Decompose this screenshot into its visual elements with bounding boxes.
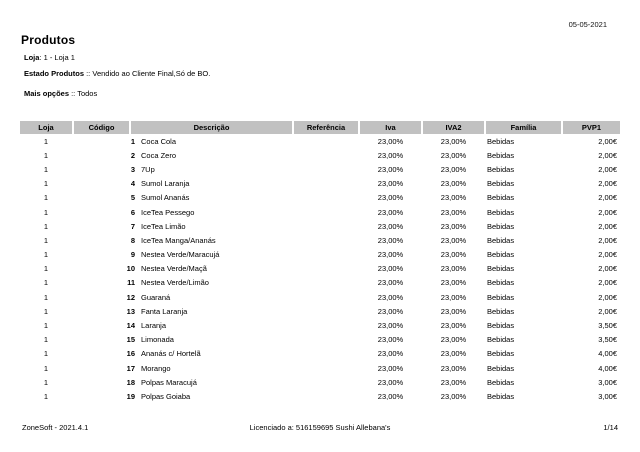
filter-estado-label: Estado Produtos [24,69,85,78]
filter-opcoes-label: Mais opções [24,89,70,98]
table-row [20,205,620,219]
cell-pvp1: 2,00€ [598,193,617,203]
cell-pvp1: 2,00€ [598,264,617,274]
filter-loja [24,53,75,62]
cell-iva: 23,00% [377,193,404,203]
cell-iva: 23,00% [377,292,404,302]
cell-iva2: 23,00% [440,164,467,174]
cell-familia: Bebidas [487,335,515,345]
cell-iva2: 23,00% [440,136,467,146]
cell-iva: 23,00% [377,349,404,359]
cell-descricao: IceTea Limão [141,221,186,231]
cell-familia: Bebidas [487,349,515,359]
cell-descricao: Polpas Maracujá [141,377,197,387]
cell-descricao: Morango [141,363,171,373]
cell-codigo: 7 [130,221,135,231]
cell-descricao: Sumol Laranja [141,179,190,189]
cell-pvp1: 2,00€ [598,292,617,302]
cell-iva: 23,00% [377,221,404,231]
cell-familia: Bebidas [487,292,515,302]
cell-pvp1: 2,00€ [598,306,617,316]
cell-iva2: 23,00% [440,377,467,387]
cell-iva2: 23,00% [440,321,467,331]
cell-iva: 23,00% [377,321,404,331]
cell-codigo: 15 [126,335,135,345]
cell-descricao: Nestea Verde/Limão [141,278,209,288]
cell-iva2: 23,00% [440,335,467,345]
cell-pvp1: 2,00€ [598,235,617,245]
cell-loja: 1 [43,221,49,231]
table-row [20,148,620,162]
cell-pvp1: 2,00€ [598,179,617,189]
cell-codigo: 16 [126,349,135,359]
cell-descricao: Polpas Goiaba [141,391,191,401]
cell-pvp1: 2,00€ [598,250,617,260]
column-header-iva: Iva [360,121,421,134]
cell-iva: 23,00% [377,150,404,160]
column-header-descricao: Descrição [131,121,292,134]
cell-codigo: 19 [126,391,135,401]
cell-codigo: 12 [126,292,135,302]
cell-codigo: 5 [130,193,135,203]
table-row [20,290,620,304]
cell-familia: Bebidas [487,150,515,160]
cell-iva2: 23,00% [440,391,467,401]
cell-loja: 1 [43,278,49,288]
filter-loja-label: Loja [24,53,40,62]
cell-iva2: 23,00% [440,264,467,274]
cell-loja: 1 [43,335,49,345]
cell-codigo: 9 [130,250,135,260]
cell-familia: Bebidas [487,179,515,189]
cell-descricao: 7Up [141,164,155,174]
cell-loja: 1 [43,363,49,373]
table-header [20,121,620,134]
cell-loja: 1 [43,179,49,189]
cell-pvp1: 2,00€ [598,136,617,146]
cell-codigo: 6 [130,207,135,217]
cell-iva2: 23,00% [440,363,467,373]
cell-pvp1: 2,00€ [598,207,617,217]
cell-codigo: 2 [130,150,135,160]
cell-descricao: Sumol Ananás [141,193,190,203]
table-row [20,276,620,290]
table-row [20,248,620,262]
filter-estado-separator: :: [84,69,93,78]
cell-iva: 23,00% [377,306,404,316]
cell-iva2: 23,00% [440,292,467,302]
cell-familia: Bebidas [487,278,515,288]
filter-opcoes-separator: :: [69,89,78,98]
table-row [20,318,620,332]
cell-pvp1: 3,50€ [598,321,617,331]
filter-loja-value: 1 - Loja 1 [43,53,75,62]
cell-pvp1: 3,50€ [598,335,617,345]
cell-iva2: 23,00% [440,278,467,288]
cell-familia: Bebidas [487,221,515,231]
cell-familia: Bebidas [487,391,515,401]
table-row [20,177,620,191]
cell-loja: 1 [43,207,49,217]
cell-iva: 23,00% [377,179,404,189]
cell-pvp1: 2,00€ [598,150,617,160]
cell-iva: 23,00% [377,250,404,260]
cell-descricao: Nestea Verde/Maçã [141,264,207,274]
cell-iva2: 23,00% [440,250,467,260]
cell-familia: Bebidas [487,306,515,316]
cell-loja: 1 [43,193,49,203]
cell-iva: 23,00% [377,235,404,245]
filter-estado-produtos [24,69,210,78]
cell-iva2: 23,00% [440,150,467,160]
cell-codigo: 17 [126,363,135,373]
cell-descricao: Nestea Verde/Maracujá [141,250,220,260]
table-row [20,233,620,247]
column-header-codigo: Código [74,121,129,134]
cell-loja: 1 [43,321,49,331]
cell-descricao: Laranja [141,321,167,331]
cell-iva2: 23,00% [440,179,467,189]
cell-loja: 1 [43,136,49,146]
filter-mais-opcoes [24,89,97,98]
table-row [20,361,620,375]
cell-descricao: Guaraná [141,292,171,302]
cell-loja: 1 [43,292,49,302]
cell-descricao: Coca Cola [141,136,177,146]
cell-familia: Bebidas [487,321,515,331]
report-date: 05-05-2021 [568,20,607,29]
cell-familia: Bebidas [487,363,515,373]
column-header-loja: Loja [20,121,72,134]
cell-pvp1: 2,00€ [598,278,617,288]
cell-iva2: 23,00% [440,306,467,316]
cell-pvp1: 2,00€ [598,164,617,174]
cell-iva2: 23,00% [440,221,467,231]
cell-familia: Bebidas [487,235,515,245]
table-row [20,375,620,389]
table-row [20,333,620,347]
cell-loja: 1 [43,235,49,245]
cell-codigo: 11 [127,278,135,288]
cell-descricao: Coca Zero [141,150,177,160]
cell-iva: 23,00% [377,377,404,387]
cell-iva: 23,00% [377,335,404,345]
column-header-pvp1: PVP1 [563,121,620,134]
table-row [20,389,620,403]
table-row [20,134,620,148]
table-row [20,304,620,318]
cell-pvp1: 3,00€ [598,391,617,401]
cell-iva2: 23,00% [440,193,467,203]
table-row [20,191,620,205]
cell-loja: 1 [43,264,49,274]
column-header-iva2: IVA2 [423,121,484,134]
cell-familia: Bebidas [487,207,515,217]
filter-estado-value: Vendido ao Cliente Final,Só de BO. [92,69,211,78]
cell-descricao: IceTea Pessego [141,207,195,217]
cell-loja: 1 [43,150,49,160]
cell-familia: Bebidas [487,193,515,203]
cell-iva: 23,00% [377,391,404,401]
cell-iva: 23,00% [377,278,404,288]
cell-pvp1: 2,00€ [598,221,617,231]
cell-codigo: 10 [126,264,135,274]
cell-familia: Bebidas [487,250,515,260]
footer-app-version: ZoneSoft - 2021.4.1 [22,423,89,432]
cell-loja: 1 [43,349,49,359]
cell-codigo: 4 [130,179,135,189]
cell-codigo: 13 [126,306,135,316]
cell-descricao: Limonada [141,335,174,345]
cell-codigo: 8 [130,235,135,245]
cell-descricao: IceTea Manga/Ananás [141,235,216,245]
footer-license: Licenciado a: 516159695 Sushi Allebana's [249,423,391,432]
cell-loja: 1 [43,306,49,316]
filter-opcoes-value: Todos [77,89,98,98]
cell-iva: 23,00% [377,363,404,373]
page-footer [0,420,640,434]
cell-loja: 1 [43,377,49,387]
column-header-familia: Família [486,121,561,134]
cell-familia: Bebidas [487,264,515,274]
cell-codigo: 3 [130,164,135,174]
cell-codigo: 1 [130,136,135,146]
table-body [20,134,620,404]
footer-page-number: 1/14 [603,423,618,432]
cell-iva: 23,00% [377,207,404,217]
cell-iva2: 23,00% [440,207,467,217]
cell-loja: 1 [43,391,49,401]
cell-codigo: 14 [126,321,135,331]
table-row [20,219,620,233]
cell-iva: 23,00% [377,136,404,146]
cell-pvp1: 4,00€ [598,363,617,373]
table-row [20,347,620,361]
cell-codigo: 18 [126,377,135,387]
cell-loja: 1 [43,250,49,260]
table-row [20,262,620,276]
cell-pvp1: 3,00€ [598,377,617,387]
cell-loja: 1 [43,164,49,174]
cell-descricao: Fanta Laranja [141,306,188,316]
table-row [20,162,620,176]
cell-pvp1: 4,00€ [598,349,617,359]
column-header-referencia: Referência [294,121,358,134]
cell-familia: Bebidas [487,377,515,387]
filter-loja-separator: : [39,53,44,62]
cell-familia: Bebidas [487,164,515,174]
cell-iva2: 23,00% [440,349,467,359]
cell-iva: 23,00% [377,264,404,274]
cell-iva2: 23,00% [440,235,467,245]
cell-familia: Bebidas [487,136,515,146]
cell-descricao: Ananás c/ Hortelã [141,349,201,359]
page-title: Produtos [21,33,76,47]
cell-iva: 23,00% [377,164,404,174]
